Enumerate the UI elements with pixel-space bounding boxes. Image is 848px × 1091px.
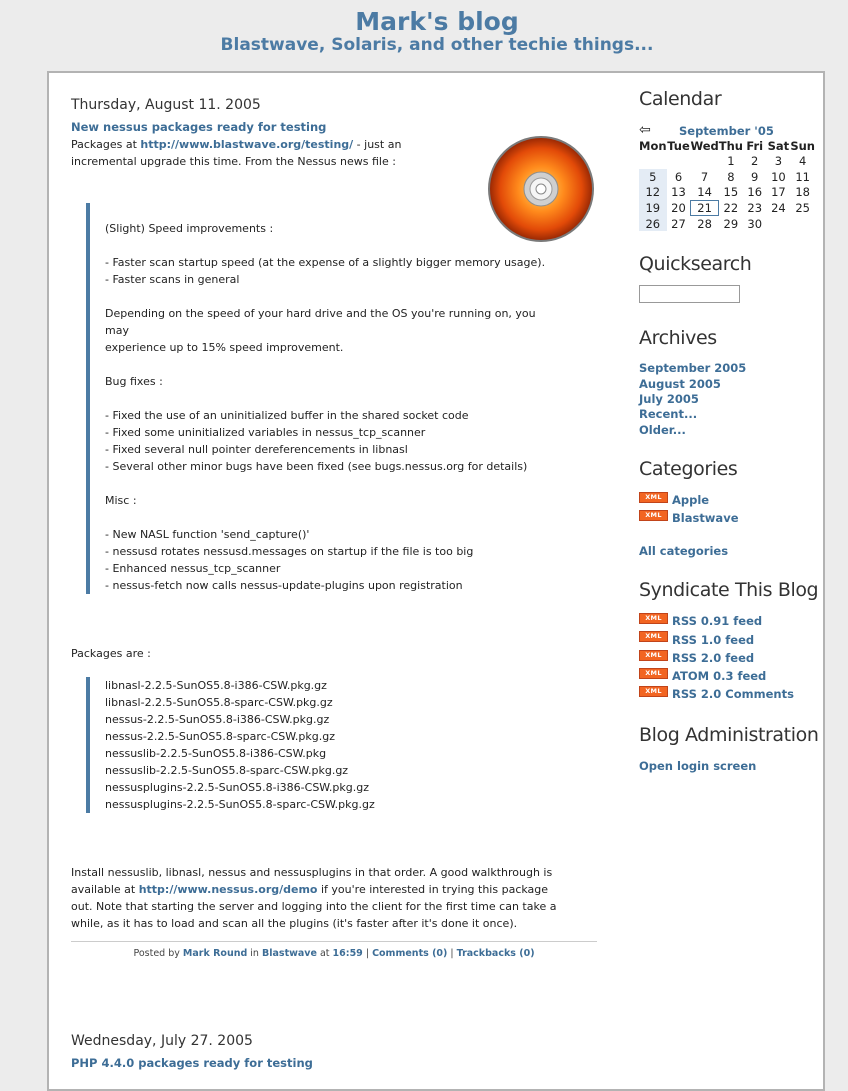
- calendar-day: 14: [697, 185, 712, 200]
- archive-link[interactable]: September 2005: [639, 361, 747, 375]
- calendar-week: [639, 200, 815, 216]
- package-file: nessusplugins-2.2.5-SunOS5.8-i386-CSW.pkg.gz: [105, 781, 369, 794]
- news-quote: [86, 203, 585, 594]
- calendar-day: 27: [671, 216, 686, 231]
- calendar-grid: [639, 138, 815, 231]
- calendar-day: 16: [747, 185, 763, 200]
- xml-feed-icon[interactable]: XML: [639, 613, 668, 624]
- calendar-weekday: Tue: [667, 138, 690, 153]
- calendar-day: 6: [674, 169, 683, 184]
- calendar-week: [639, 216, 815, 232]
- calendar-day: 13: [671, 185, 686, 200]
- calendar-day: [639, 153, 667, 169]
- archive-link[interactable]: August 2005: [639, 377, 721, 391]
- in-label: in: [250, 948, 259, 959]
- calendar-day: 3: [774, 153, 783, 168]
- quote-line: - Fixed some uninitialized variables in nessus_tcp_scanner: [105, 426, 426, 439]
- calendar-day: 7: [700, 169, 709, 184]
- quote-line: [105, 475, 585, 492]
- calendar-weekday: Thu: [718, 138, 743, 153]
- calendar-day: 20: [671, 200, 686, 215]
- category-apple-link[interactable]: Apple: [672, 493, 710, 507]
- blog-description: Blastwave, Solaris, and other techie things...: [220, 35, 654, 55]
- atom-03-link[interactable]: ATOM 0.3 feed: [672, 669, 767, 683]
- calendar-day: 26: [639, 216, 667, 232]
- calendar-month-link[interactable]: September '05: [679, 124, 774, 138]
- quote-line: - Fixed several null pointer dereferencements in libnasl: [105, 443, 408, 456]
- quicksearch-input[interactable]: [639, 285, 740, 303]
- category-link[interactable]: Blastwave: [262, 948, 317, 959]
- rss-10-link[interactable]: RSS 1.0 feed: [672, 633, 755, 647]
- categories-title: Categories: [639, 458, 738, 480]
- calendar-day: 15: [723, 185, 739, 200]
- separator: |: [450, 948, 454, 959]
- permalink-time-link[interactable]: 16:59: [332, 948, 363, 959]
- calendar-title: Calendar: [639, 88, 722, 110]
- calendar-day: 2: [751, 153, 759, 168]
- quote-line: [105, 390, 585, 407]
- archives-title: Archives: [639, 327, 717, 349]
- package-file: nessus-2.2.5-SunOS5.8-sparc-CSW.pkg.gz: [105, 730, 335, 743]
- xml-feed-icon[interactable]: XML: [639, 631, 668, 642]
- calendar-day: 24: [771, 200, 786, 215]
- calendar-day: 23: [747, 200, 763, 215]
- quote-line: - Several other minor bugs have been fixed (see bugs.nessus.org for details): [105, 460, 528, 473]
- quote-line: - Enhanced nessus_tcp_scanner: [105, 562, 281, 575]
- quote-line: [105, 288, 585, 305]
- package-file: libnasl-2.2.5-SunOS5.8-sparc-CSW.pkg.gz: [105, 696, 333, 709]
- calendar-day: 21: [690, 200, 718, 216]
- rss-20-comments-link[interactable]: RSS 2.0 Comments: [672, 687, 794, 701]
- calendar-day: 9: [751, 169, 759, 184]
- package-file: libnasl-2.2.5-SunOS5.8-i386-CSW.pkg.gz: [105, 679, 327, 692]
- admin-title: Blog Administration: [639, 724, 819, 746]
- calendar-weekday: Mon: [639, 138, 667, 153]
- calendar-day: [790, 216, 815, 232]
- entry-title-link[interactable]: PHP 4.4.0 packages ready for testing: [71, 1056, 313, 1070]
- category-blastwave-link[interactable]: Blastwave: [672, 511, 739, 525]
- calendar-weekday: Fri: [746, 138, 764, 153]
- archive-recent-link[interactable]: Recent...: [639, 407, 698, 421]
- package-file: nessusplugins-2.2.5-SunOS5.8-sparc-CSW.pkg.gz: [105, 798, 375, 811]
- quote-line: may: [105, 324, 129, 337]
- quote-line: [105, 203, 585, 220]
- rss-091-link[interactable]: RSS 0.91 feed: [672, 614, 763, 628]
- calendar-day: 17: [771, 185, 786, 200]
- calendar-day: 30: [747, 216, 763, 231]
- xml-feed-icon[interactable]: XML: [639, 650, 668, 661]
- outro-text-2: available at: [71, 883, 136, 896]
- entry-title-link[interactable]: New nessus packages ready for testing: [71, 120, 327, 134]
- quote-line: - nessus-fetch now calls nessus-update-plugins upon registration: [105, 579, 463, 592]
- posted-by-label: Posted by: [133, 948, 180, 959]
- calendar-day: [690, 153, 718, 169]
- entry-footer: [71, 948, 597, 959]
- intro-text-2: - just an: [353, 138, 402, 151]
- quote-line: - Fixed the use of an uninitialized buffer in the shared socket code: [105, 409, 469, 422]
- quicksearch-title: Quicksearch: [639, 253, 752, 275]
- blog-title[interactable]: Mark's blog: [355, 7, 519, 36]
- calendar-week: [639, 169, 815, 185]
- entry-outro: [71, 864, 597, 932]
- quote-line: - Faster scans in general: [105, 273, 240, 286]
- trackbacks-link[interactable]: Trackbacks (0): [456, 948, 535, 959]
- entry-date: Thursday, August 11. 2005: [71, 97, 261, 113]
- packages-quote: [86, 677, 585, 813]
- syndicate-title: Syndicate This Blog: [639, 579, 819, 601]
- calendar-day: [766, 216, 790, 232]
- outro-text-4: out. Note that starting the server and logging into the client for the first time can take a: [71, 900, 557, 913]
- quote-line: (Slight) Speed improvements :: [105, 222, 274, 235]
- author-link[interactable]: Mark Round: [182, 948, 248, 959]
- blog-header: [0, 8, 848, 54]
- quote-line: [105, 356, 585, 373]
- xml-feed-icon[interactable]: XML: [639, 492, 668, 503]
- entry-footer-divider: [71, 941, 597, 942]
- login-link[interactable]: Open login screen: [639, 759, 757, 773]
- calendar-day: 11: [795, 169, 810, 184]
- quote-line: - nessusd rotates nessusd.messages on startup if the file is too big: [105, 545, 474, 558]
- archive-link[interactable]: July 2005: [639, 392, 699, 406]
- quote-line: [105, 237, 585, 254]
- intro-text-3: incremental upgrade this time. From the Nessus news file :: [71, 155, 396, 168]
- quote-line: - Faster scan startup speed (at the expense of a slightly bigger memory usage).: [105, 256, 546, 269]
- calendar-day: 22: [723, 200, 739, 215]
- calendar-weekday: Wed: [690, 138, 719, 153]
- all-categories-link[interactable]: All categories: [639, 544, 729, 558]
- at-label: at: [319, 948, 330, 959]
- calendar-day: 10: [771, 169, 786, 184]
- xml-feed-icon[interactable]: XML: [639, 686, 668, 697]
- calendar-day: 19: [639, 200, 667, 216]
- calendar-day: 12: [639, 184, 667, 200]
- archive-older-link[interactable]: Older...: [639, 423, 686, 437]
- rss-20-link[interactable]: RSS 2.0 feed: [672, 651, 755, 665]
- entry-date: Wednesday, July 27. 2005: [71, 1033, 253, 1049]
- calendar-day: 28: [697, 216, 712, 231]
- calendar-day: 18: [795, 185, 810, 200]
- comments-link[interactable]: Comments (0): [372, 948, 448, 959]
- calendar-week: [639, 153, 815, 169]
- page-container: [47, 71, 825, 1091]
- package-file: nessuslib-2.2.5-SunOS5.8-i386-CSW.pkg: [105, 747, 327, 760]
- package-file: nessus-2.2.5-SunOS5.8-i386-CSW.pkg.gz: [105, 713, 330, 726]
- calendar-day: 8: [727, 169, 735, 184]
- quote-line: Depending on the speed of your hard drive and the OS you're running on, you: [105, 307, 536, 320]
- calendar-day: 29: [723, 216, 739, 231]
- calendar-weekday: Sat: [767, 138, 790, 153]
- outro-text-5: while, as it has to load and scan all the plugins (it's faster after it's done it once).: [71, 917, 518, 930]
- calendar-day: 4: [798, 153, 807, 168]
- quote-line: Bug fixes :: [105, 375, 163, 388]
- quote-line: experience up to 15% speed improvement.: [105, 341, 344, 354]
- xml-feed-icon[interactable]: XML: [639, 510, 668, 521]
- quote-line: - New NASL function 'send_capture()': [105, 528, 310, 541]
- entry-intro: [71, 136, 471, 170]
- intro-text: Packages at: [71, 138, 137, 151]
- calendar-day: 25: [795, 200, 810, 215]
- calendar-weekday: Sun: [790, 138, 815, 153]
- separator: |: [365, 948, 370, 959]
- blastwave-testing-link[interactable]: http://www.blastwave.org/testing/: [140, 138, 354, 151]
- quote-line: [105, 509, 585, 526]
- calendar-day: 5: [639, 169, 667, 185]
- quote-line: Misc :: [105, 494, 137, 507]
- left-arrow-icon[interactable]: ⇦: [639, 122, 651, 138]
- package-file: nessuslib-2.2.5-SunOS5.8-sparc-CSW.pkg.gz: [105, 764, 349, 777]
- xml-feed-icon[interactable]: XML: [639, 668, 668, 679]
- packages-label: Packages are :: [71, 647, 151, 660]
- outro-text-3: if you're interested in trying this package: [317, 883, 549, 896]
- nessus-demo-link[interactable]: http://www.nessus.org/demo: [138, 883, 318, 896]
- calendar-day: [667, 153, 691, 169]
- calendar-day: 1: [727, 153, 735, 168]
- outro-text-1: Install nessuslib, libnasl, nessus and nessusplugins in that order. A good walkthrough is: [71, 866, 553, 879]
- calendar-week: [639, 184, 815, 200]
